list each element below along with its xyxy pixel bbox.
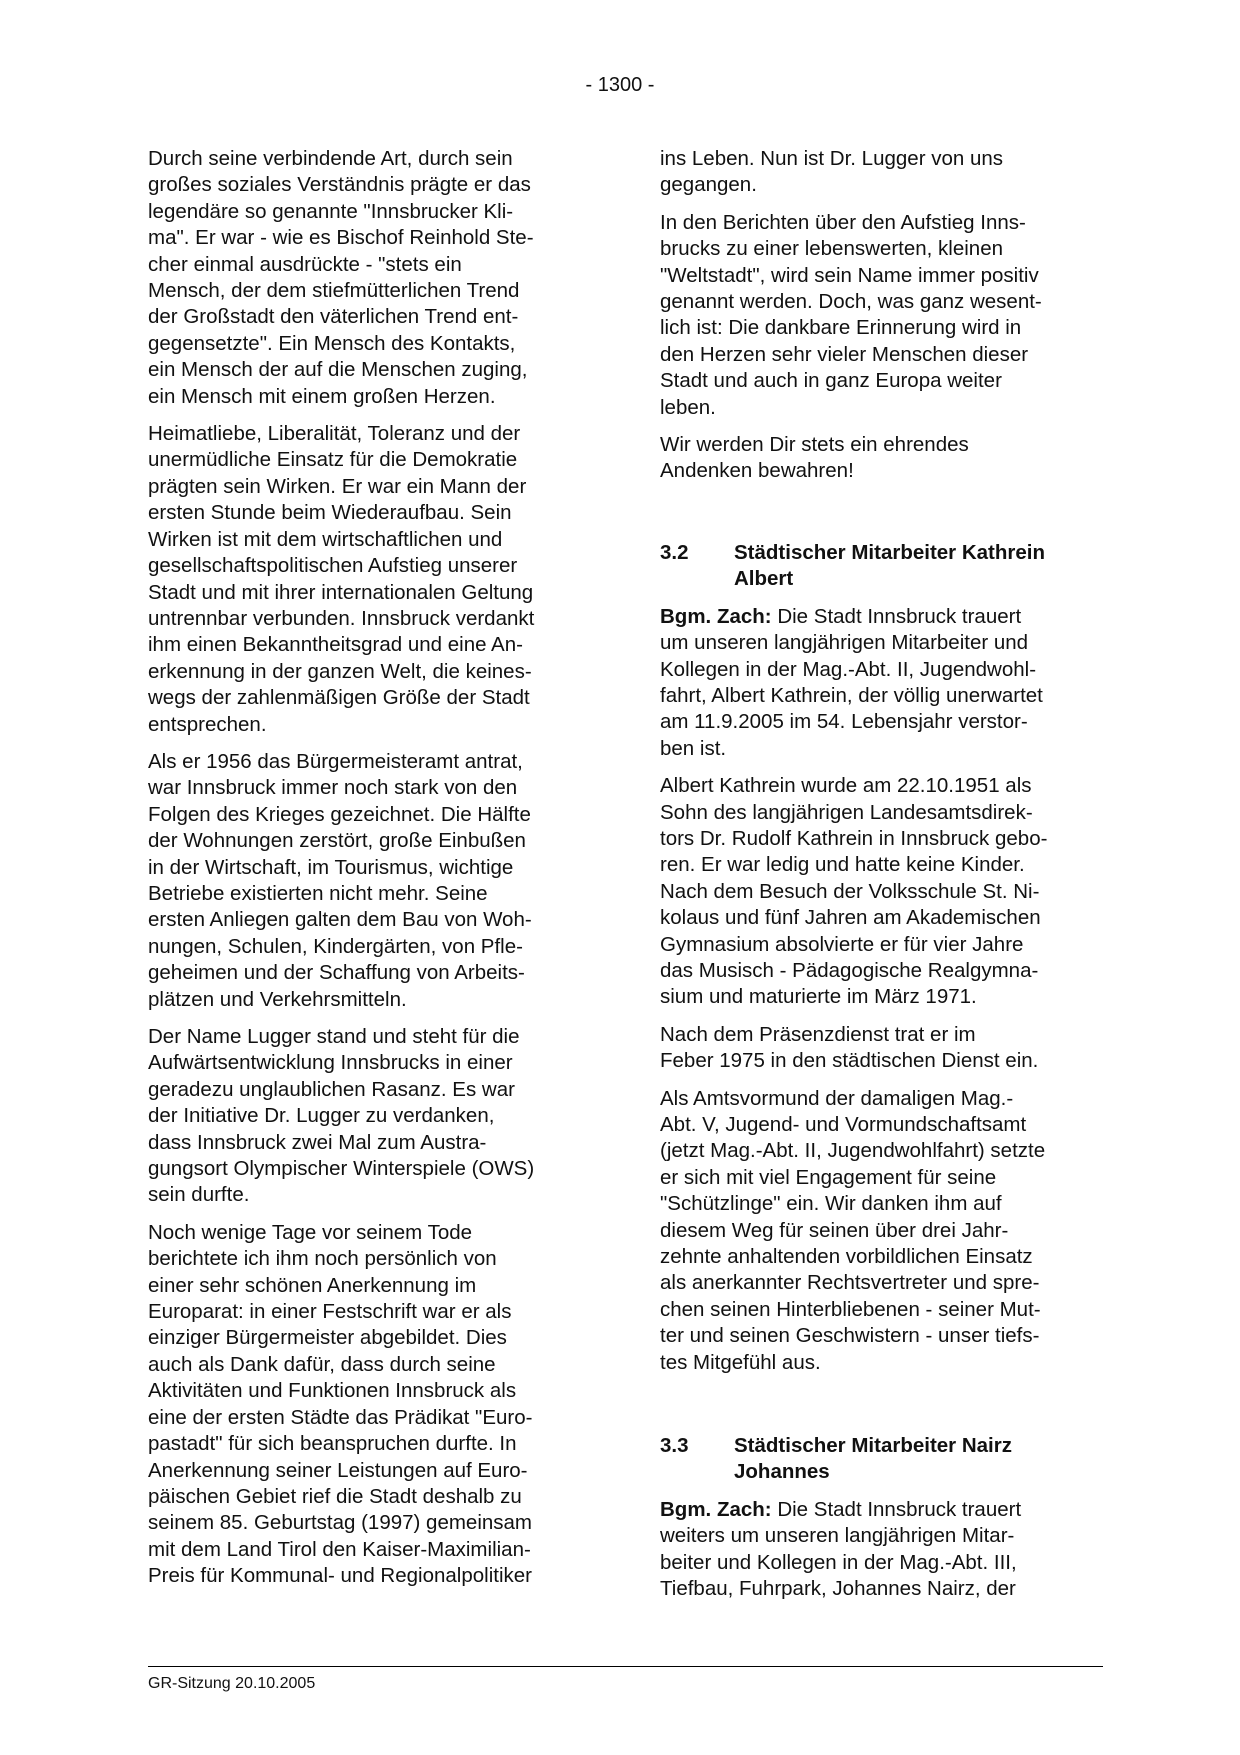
left-column — [148, 146, 588, 1601]
paragraph — [660, 604, 1100, 762]
paragraph: Der Name Lugger stand und steht für die Aufwärtsentwicklung Innsbrucks in einer geradezu unglaublichen Rasanz. Es war der Initiative Dr. Lugger zu verdanken, dass Innsbruck zwei Mal zum Austra- gungsort Olympischer Winterspiele (OWS) sein durfte. — [148, 1025, 535, 1207]
section-title: Städtischer Mitarbeiter Nairz Johannes — [734, 1434, 1012, 1484]
footer-divider — [148, 1666, 1103, 1667]
right-column — [660, 146, 1100, 1603]
speaker-text: Die Stadt Innsbruck trauert um unseren langjährigen Mitarbeiter und Kollegen in der Mag.-Abt. II, Jugendwohl- fahrt, Albert Kathrein, der völlig unerwartet am 11.9.2005 im 54. Lebensjahr verstor- ben ist. — [660, 604, 1043, 760]
section-heading-3-2 — [660, 540, 1100, 593]
speaker-label: Bgm. Zach: — [660, 1497, 772, 1521]
section-number: 3.3 — [660, 1434, 689, 1458]
paragraph: Heimatliebe, Liberalität, Toleranz und der unermüdliche Einsatz für die Demokratie prägten sein Wirken. Er war ein Mann der ersten Stunde beim Wiederaufbau. Sein Wirken ist mit dem wirtschaftlichen und gesellschaftspolitischen Aufstieg unserer Stadt und mit ihrer internationalen Geltung untrennbar verbunden. Innsbruck verdankt ihm einen Bekanntheitsgrad und eine An- erkennung in der ganzen Welt, die keines- wegs der zahlenmäßigen Größe der Stadt entsprechen. — [148, 422, 535, 736]
paragraph: Noch wenige Tage vor seinem Tode berichtete ich ihm noch persönlich von einer sehr schönen Anerkennung im Europarat: in einer Festschrift war er als einziger Bürgermeister abgebildet. Dies auch als Dank dafür, dass durch seine Aktivitäten und Funktionen Innsbruck als eine der ersten Städte das Prädikat "Euro- pastadt" für sich beanspruchen durfte. In Anerkennung seiner Leistungen auf Euro- päischen Gebiet rief die Stadt deshalb zu seinem 85. Geburtstag (1997) gemeinsam mit dem Land Tirol den Kaiser-Maximilian- Preis für Kommunal- und Regionalpolitiker — [148, 1220, 533, 1588]
paragraph: Nach dem Präsenzdienst trat er im Feber 1975 in den städtischen Dienst ein. — [660, 1022, 1039, 1073]
paragraph: Albert Kathrein wurde am 22.10.1951 als Sohn des langjährigen Landesamtsdirek- tors Dr. Rudolf Kathrein in Innsbruck gebo- ren. Er war ledig und hatte keine Kinder. Nach dem Besuch der Volksschule St. Ni- kolaus und fünf Jahren am Akademischen Gymnasium absolvierte er für vier Jahre das Musisch - Pädagogische Realgymna- sium und maturierte im März 1971. — [660, 774, 1048, 1009]
paragraph: Als Amtsvormund der damaligen Mag.- Abt. V, Jugend- und Vormundschaftsamt (jetzt Mag.-Abt. II, Jugendwohlfahrt) setzte er sich mit viel Engagement für seine "Schützlinge" ein. Wir danken ihm auf diesem Weg für seinen über drei Jahr- zehnte anhaltenden vorbildlichen Einsatz als anerkannter Rechtsvertreter und spre- chen seinen Hinterbliebenen - seiner Mut- ter und seinen Geschwistern - unser tiefs- tes Mitgefühl aus. — [660, 1086, 1046, 1374]
paragraph: In den Berichten über den Aufstieg Inns- brucks zu einer lebenswerten, kleinen "Weltstadt", wird sein Name immer positiv genannt werden. Doch, was ganz wesent- lich ist: Die dankbare Erinnerung wird in den Herzen sehr vieler Menschen dieser Stadt und auch in ganz Europa weiter leben. — [660, 210, 1042, 419]
section-number: 3.2 — [660, 540, 689, 564]
page-number: - 1300 - — [585, 74, 655, 96]
paragraph: Durch seine verbindende Art, durch sein großes soziales Verständnis prägte er das legendäre so genannte "Innsbrucker Kli- ma". Er war - wie es Bischof Reinhold Ste- cher einmal ausdrückte - "stets ein Mensch, der dem stiefmütterlichen Trend der Großstadt den väterlichen Trend ent- gegensetzte". Ein Mensch des Kontakts, ein Mensch der auf die Menschen zuging, ein Mensch mit einem großen Herzen. — [148, 147, 534, 408]
paragraph: ins Leben. Nun ist Dr. Lugger von uns gegangen. — [660, 147, 1004, 197]
speaker-text: Die Stadt Innsbruck trauert weiters um unseren langjährigen Mitar- beiter und Kollegen in der Mag.-Abt. III, Tiefbau, Fuhrpark, Johannes Nairz, der — [660, 1497, 1022, 1601]
section-title: Städtischer Mitarbeiter Kathrein Albert — [734, 540, 1045, 591]
paragraph: Wir werden Dir stets ein ehrendes Andenken bewahren! — [660, 433, 969, 483]
footer-text: GR-Sitzung 20.10.2005 — [148, 1675, 316, 1692]
paragraph: Als er 1956 das Bürgermeisteramt antrat, war Innsbruck immer noch stark von den Folgen des Krieges gezeichnet. Die Hälfte der Wohnungen zerstört, große Einbußen in der Wirtschaft, im Tourismus, wichtige Betriebe existierten nicht mehr. Seine ersten Anliegen galten dem Bau von Woh- nungen, Schulen, Kindergärten, von Pfle- geheimen und der Schaffung von Arbeits- plätzen und Verkehrsmitteln. — [148, 749, 532, 1011]
paragraph — [660, 1497, 1100, 1603]
section-heading-3-3 — [660, 1433, 1100, 1486]
speaker-label: Bgm. Zach: — [660, 604, 772, 628]
